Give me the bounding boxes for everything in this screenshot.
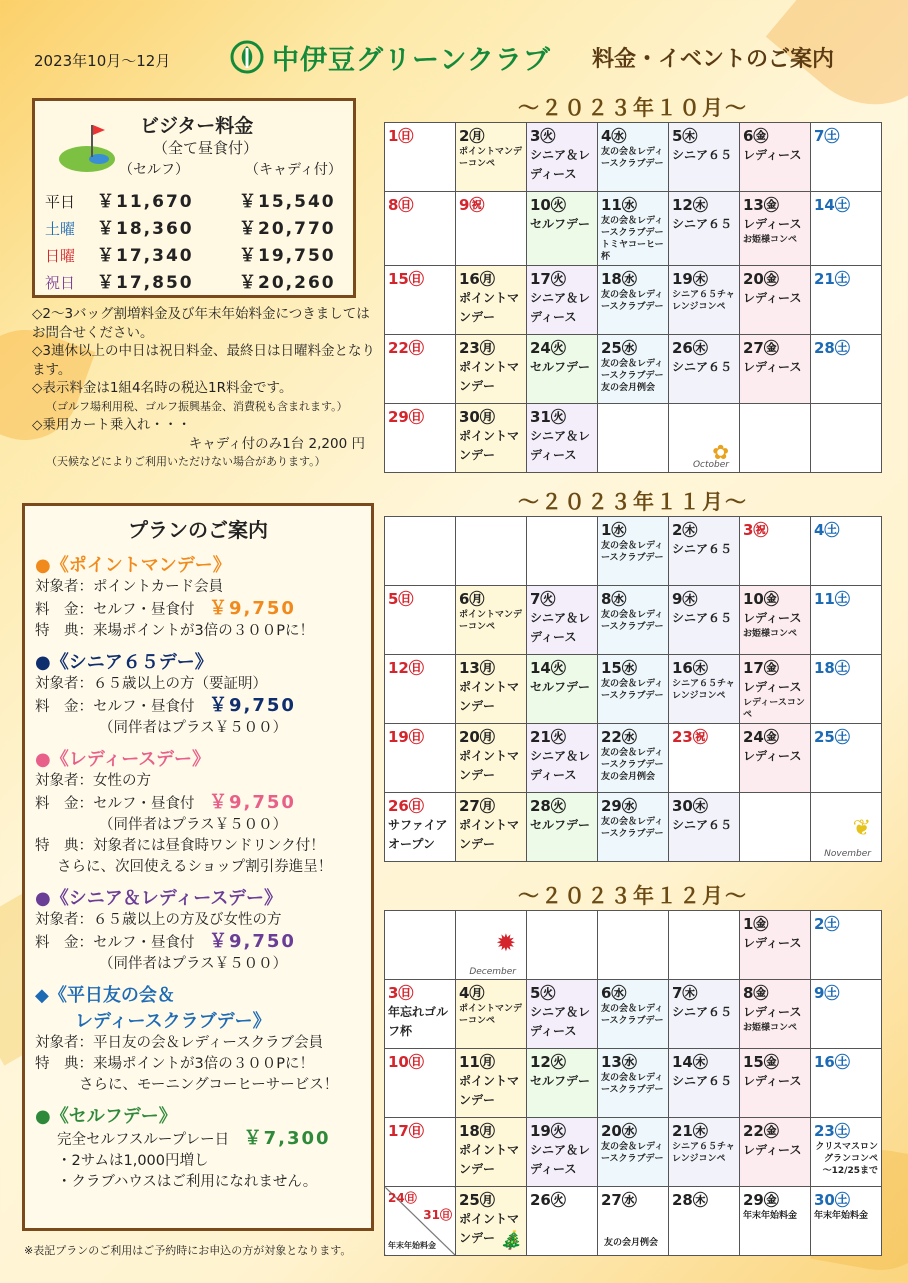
day-cell: 19㊐ bbox=[385, 724, 456, 793]
day-cell: 13㊎ レディース お姫様コンペ bbox=[740, 192, 811, 266]
day-cell: 30㊏ 年末年始料金 bbox=[811, 1187, 882, 1256]
day-cell: 8㊐ bbox=[385, 192, 456, 266]
day-cell: 18㊊ ポイントマンデー bbox=[456, 1118, 527, 1187]
header-period: 2023年10月～12月 bbox=[34, 52, 171, 70]
day-cell: 21㊍ シニア６５チャレンジコンペ bbox=[669, 1118, 740, 1187]
club-logo-icon bbox=[230, 40, 264, 74]
plan-heading-self-day: ●《セルフデー》 bbox=[35, 1106, 177, 1127]
day-cell: 19㊋ シニア＆レディース bbox=[527, 1118, 598, 1187]
fee-row-weekday bbox=[45, 187, 336, 212]
fee-caddy: ￥19,750 bbox=[239, 246, 336, 266]
day-cell: 16㊏ bbox=[811, 1049, 882, 1118]
day-cell: 9㊏ bbox=[811, 980, 882, 1049]
plan-line: 対象者：平日友の会＆レディースクラブ会員 bbox=[35, 1035, 324, 1051]
calendar-december bbox=[384, 910, 882, 1256]
day-cell: 17㊎ レディース レディースコンペ bbox=[740, 655, 811, 724]
plan-line: ・2サムは1,000円増し bbox=[57, 1153, 209, 1169]
note-small: （天候などによりご利用いただけない場合があります。） bbox=[46, 455, 326, 468]
plan-line: 料 金：セルフ・昼食付 ￥9,750 bbox=[35, 695, 296, 716]
day-cell: 6㊎ レディース bbox=[740, 123, 811, 192]
col-caddy: （キャディ付） bbox=[245, 162, 342, 178]
plan-line: さらに、次回使えるショップ割引券進呈！ bbox=[57, 859, 333, 875]
plan-line: 完全セルフスループレー日 ￥7,300 bbox=[57, 1128, 331, 1149]
fee-self: ￥17,850 bbox=[97, 273, 194, 293]
day-cell: 14㊋ セルフデー bbox=[527, 655, 598, 724]
day-cell: 18㊌ 友の会＆レディースクラブデー bbox=[598, 266, 669, 335]
plan-heading-point-monday: ●《ポイントマンデー》 bbox=[35, 555, 231, 576]
day-cell: 30㊊ ポイントマンデー bbox=[456, 404, 527, 473]
fee-label: 平日 bbox=[45, 193, 76, 211]
plan-heading-tomonokai-2: レディースクラブデー》 bbox=[75, 1011, 271, 1032]
visitor-title: ビジター料金 bbox=[140, 115, 254, 137]
note: ◇3連休以上の中日は祝日料金、最終日は日曜料金となります。 bbox=[32, 343, 375, 378]
plan-line: さらに、モーニングコーヒーサービス！ bbox=[79, 1077, 339, 1093]
fee-self: ￥18,360 bbox=[97, 219, 194, 239]
day-cell: 5㊐ bbox=[385, 586, 456, 655]
day-cell: 2㊊ ポイントマンデーコンペ bbox=[456, 123, 527, 192]
poinsettia-illustration: ✹ December bbox=[456, 911, 527, 980]
day-cell: 24㊎ レディース bbox=[740, 724, 811, 793]
day-cell: 26㊐ サファイアオープン bbox=[385, 793, 456, 862]
day-cell: 8㊌ 友の会＆レディースクラブデー bbox=[598, 586, 669, 655]
visitor-fee-box bbox=[32, 98, 356, 298]
day-cell: 24㊋ セルフデー bbox=[527, 335, 598, 404]
ginkgo-illustration: ❦ November bbox=[811, 793, 882, 862]
day-cell: 20㊊ ポイントマンデー bbox=[456, 724, 527, 793]
fee-row-holiday bbox=[45, 268, 336, 293]
day-cell: 11㊊ ポイントマンデー bbox=[456, 1049, 527, 1118]
day-cell: 29㊌ 友の会＆レディースクラブデー bbox=[598, 793, 669, 862]
day-cell: 12㊋ セルフデー bbox=[527, 1049, 598, 1118]
plan-line: 料 金：セルフ・昼食付 ￥9,750 bbox=[35, 792, 296, 813]
day-cell: 12㊍ シニア６５ bbox=[669, 192, 740, 266]
day-cell: 21㊏ bbox=[811, 266, 882, 335]
plan-line: 対象者：６５歳以上の方及び女性の方 bbox=[35, 912, 282, 928]
plan-line: 特 典：来場ポイントが3倍の３００Pに！ bbox=[35, 623, 314, 639]
plans-box bbox=[22, 503, 374, 1231]
day-cell: 28㊍ bbox=[669, 1187, 740, 1256]
day-cell: 3㊗ bbox=[740, 517, 811, 586]
day-cell: 30㊍ シニア６５ bbox=[669, 793, 740, 862]
note: ◇2～3バッグ割増料金及び年末年始料金につきましてはお問合せください。 bbox=[32, 306, 370, 341]
fee-label: 祝日 bbox=[45, 274, 76, 292]
day-cell: 14㊏ bbox=[811, 192, 882, 266]
day-cell: 25㊌ 友の会＆レディースクラブデー 友の会月例会 bbox=[598, 335, 669, 404]
day-cell: 3㊋ シニア＆レディース bbox=[527, 123, 598, 192]
day-cell: 28㊋ セルフデー bbox=[527, 793, 598, 862]
month-title-december: ～２０２３年１２月～ bbox=[518, 884, 748, 908]
guide-title: 料金・イベントのご案内 bbox=[592, 47, 835, 72]
day-cell: 3㊐ 年忘れゴルフ杯 bbox=[385, 980, 456, 1049]
day-cell: 20㊎ レディース bbox=[740, 266, 811, 335]
day-cell: 1㊎ レディース bbox=[740, 911, 811, 980]
osmanthus-illustration: ✿ October bbox=[669, 404, 740, 473]
plan-line: 対象者：女性の方 bbox=[35, 773, 151, 789]
day-cell: 28㊏ bbox=[811, 335, 882, 404]
day-cell: 16㊊ ポイントマンデー bbox=[456, 266, 527, 335]
plan-price: ￥9,750 bbox=[209, 931, 296, 952]
day-cell: 4㊊ ポイントマンデーコンペ bbox=[456, 980, 527, 1049]
note-small: （ゴルフ場利用税、ゴルフ振興基金、消費税も含まれます。） bbox=[46, 399, 348, 413]
day-cell: 11㊌ 友の会＆レディースクラブデー トミヤコーヒー杯 bbox=[598, 192, 669, 266]
day-cell: 21㊋ シニア＆レディース bbox=[527, 724, 598, 793]
day-cell-empty bbox=[385, 911, 456, 980]
day-cell: 4㊌ 友の会＆レディースクラブデー bbox=[598, 123, 669, 192]
plans-footnote: ※表記プランのご利用はご予約時にお申込の方が対象となります。 bbox=[24, 1244, 352, 1257]
plan-price: ￥9,750 bbox=[209, 792, 296, 813]
day-cell: 11㊏ bbox=[811, 586, 882, 655]
plan-line: 料 金：セルフ・昼食付 ￥9,750 bbox=[35, 598, 296, 619]
day-cell: 23㊊ ポイントマンデー bbox=[456, 335, 527, 404]
day-cell: 6㊊ ポイントマンデーコンペ bbox=[456, 586, 527, 655]
day-cell: 22㊐ bbox=[385, 335, 456, 404]
golf-course-icon bbox=[57, 119, 117, 173]
fee-label: 日曜 bbox=[45, 247, 76, 265]
day-cell: 2㊍ シニア６５ bbox=[669, 517, 740, 586]
day-cell: 18㊏ bbox=[811, 655, 882, 724]
note-cart-fee: キャディ付のみ1台 2,200 円 bbox=[188, 435, 365, 452]
col-self: （セルフ） bbox=[119, 162, 189, 178]
fee-row-sunday bbox=[45, 241, 336, 266]
day-cell-empty bbox=[598, 404, 669, 473]
day-cell: 27㊎ レディース bbox=[740, 335, 811, 404]
fee-caddy: ￥15,540 bbox=[239, 192, 336, 212]
plan-price: ￥7,300 bbox=[243, 1128, 331, 1149]
fee-self: ￥11,670 bbox=[97, 192, 194, 212]
day-cell: 31㊋ シニア＆レディース bbox=[527, 404, 598, 473]
day-cell-empty bbox=[385, 517, 456, 586]
day-cell: 26㊍ シニア６５ bbox=[669, 335, 740, 404]
month-title-october: ～２０２３年１０月～ bbox=[518, 96, 748, 120]
fee-label: 土曜 bbox=[45, 220, 76, 238]
day-cell: 26㊋ bbox=[527, 1187, 598, 1256]
day-cell: 20㊌ 友の会＆レディースクラブデー bbox=[598, 1118, 669, 1187]
day-cell: 1㊐ bbox=[385, 123, 456, 192]
day-cell: 10㊋ セルフデー bbox=[527, 192, 598, 266]
club-name: 中伊豆グリーンクラブ bbox=[272, 45, 551, 76]
day-cell: 4㊏ bbox=[811, 517, 882, 586]
plan-line: （同伴者はプラス￥５００） bbox=[99, 817, 288, 833]
plan-line: ・クラブハウスはご利用になれません。 bbox=[57, 1174, 318, 1190]
plan-price: ￥9,750 bbox=[209, 598, 296, 619]
day-cell: 25㊏ bbox=[811, 724, 882, 793]
plan-heading-senior-ladies: ●《シニア＆レディースデー》 bbox=[35, 888, 283, 909]
note: ◇乗用カート乗入れ・・・ bbox=[32, 417, 191, 433]
plan-heading-senior65: ●《シニア６５デー》 bbox=[35, 652, 213, 673]
plan-line: （同伴者はプラス￥５００） bbox=[99, 956, 288, 972]
day-cell: 8㊎ レディース お姫様コンペ bbox=[740, 980, 811, 1049]
day-cell: 23㊏ クリスマスロングランコンペ ～12/25まで bbox=[811, 1118, 882, 1187]
plan-line: 特 典：来場ポイントが3倍の３００Pに！ bbox=[35, 1056, 314, 1072]
fee-self: ￥17,340 bbox=[97, 246, 194, 266]
day-cell-empty bbox=[527, 517, 598, 586]
plan-line: 料 金：セルフ・昼食付 ￥9,750 bbox=[35, 931, 296, 952]
day-cell: 15㊎ レディース bbox=[740, 1049, 811, 1118]
xmas-tree-icon: 🎄 bbox=[499, 1230, 522, 1251]
day-cell: 1㊌ 友の会＆レディースクラブデー bbox=[598, 517, 669, 586]
day-cell-empty bbox=[740, 404, 811, 473]
note: ◇表示料金は1組4名時の税込1R料金です。 bbox=[32, 380, 293, 396]
day-cell: 2㊏ bbox=[811, 911, 882, 980]
day-cell: 23㊗ bbox=[669, 724, 740, 793]
day-cell: 15㊌ 友の会＆レディースクラブデー bbox=[598, 655, 669, 724]
day-cell: 17㊐ bbox=[385, 1118, 456, 1187]
fee-caddy: ￥20,260 bbox=[239, 273, 336, 293]
calendar-october bbox=[384, 122, 882, 473]
day-cell: 7㊋ シニア＆レディース bbox=[527, 586, 598, 655]
day-cell: 15㊐ bbox=[385, 266, 456, 335]
plan-heading-tomonokai: ◆《平日友の会＆ bbox=[35, 985, 175, 1006]
day-cell: 17㊋ シニア＆レディース bbox=[527, 266, 598, 335]
plan-line: （同伴者はプラス￥５００） bbox=[99, 720, 288, 736]
day-cell: 19㊍ シニア６５チャレンジコンペ bbox=[669, 266, 740, 335]
day-cell: 7㊍ シニア６５ bbox=[669, 980, 740, 1049]
plan-line: 対象者：ポイントカード会員 bbox=[35, 579, 224, 595]
day-cell: 9㊗ bbox=[456, 192, 527, 266]
day-cell-empty bbox=[740, 793, 811, 862]
fee-caddy: ￥20,770 bbox=[239, 219, 336, 239]
day-cell: 10㊐ bbox=[385, 1049, 456, 1118]
day-cell: 10㊎ レディース お姫様コンペ bbox=[740, 586, 811, 655]
day-cell: 27㊊ ポイントマンデー bbox=[456, 793, 527, 862]
plan-line: 対象者：６５歳以上の方（要証明） bbox=[35, 676, 267, 692]
fee-notes bbox=[32, 305, 377, 472]
day-cell-empty bbox=[456, 517, 527, 586]
month-title-november: ～２０２３年１１月～ bbox=[518, 490, 748, 514]
day-cell: 16㊍ シニア６５チャレンジコンペ bbox=[669, 655, 740, 724]
day-cell: 9㊍ シニア６５ bbox=[669, 586, 740, 655]
plan-line: 特 典：対象者には昼食時ワンドリンク付！ bbox=[35, 838, 325, 854]
calendar-november bbox=[384, 516, 882, 862]
plan-heading-ladies: ●《レディースデー》 bbox=[35, 749, 211, 770]
day-cell: 29㊎ 年末年始料金 bbox=[740, 1187, 811, 1256]
day-cell: 13㊌ 友の会＆レディースクラブデー bbox=[598, 1049, 669, 1118]
day-cell: 12㊐ bbox=[385, 655, 456, 724]
visitor-subtitle: （全て昼食付） bbox=[153, 139, 259, 157]
day-cell: 27㊌ 友の会月例会 bbox=[598, 1187, 669, 1256]
day-cell: 22㊎ レディース bbox=[740, 1118, 811, 1187]
day-cell-empty bbox=[527, 911, 598, 980]
day-cell: 5㊍ シニア６５ bbox=[669, 123, 740, 192]
plan-price: ￥9,750 bbox=[209, 695, 296, 716]
fee-row-saturday bbox=[45, 214, 336, 239]
day-cell: 25㊊ ポイントマンデー 🎄 bbox=[456, 1187, 527, 1256]
day-cell-split: 24㊐ 31㊐ 年末年始料金 bbox=[385, 1187, 456, 1256]
day-cell-empty bbox=[669, 911, 740, 980]
plans-title: プランのご案内 bbox=[128, 518, 268, 542]
day-cell: 5㊋ シニア＆レディース bbox=[527, 980, 598, 1049]
day-cell: 13㊊ ポイントマンデー bbox=[456, 655, 527, 724]
day-cell-empty bbox=[598, 911, 669, 980]
day-cell: 22㊌ 友の会＆レディースクラブデー 友の会月例会 bbox=[598, 724, 669, 793]
day-cell-empty bbox=[811, 404, 882, 473]
day-cell: 7㊏ bbox=[811, 123, 882, 192]
day-cell: 29㊐ bbox=[385, 404, 456, 473]
day-cell: 6㊌ 友の会＆レディースクラブデー bbox=[598, 980, 669, 1049]
day-cell: 14㊍ シニア６５ bbox=[669, 1049, 740, 1118]
